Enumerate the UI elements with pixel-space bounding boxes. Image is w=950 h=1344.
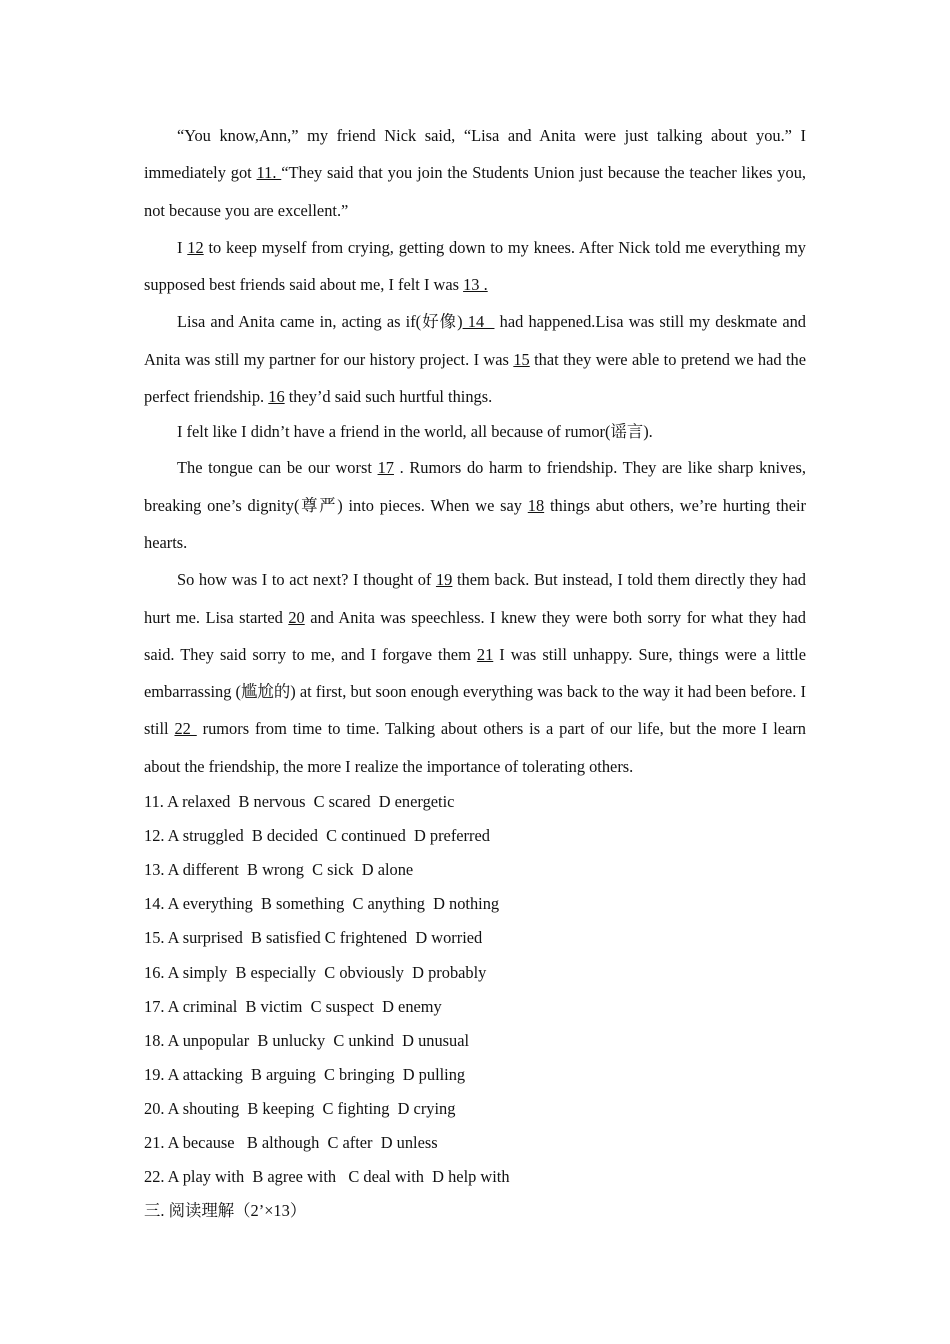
paragraph-text: had happened.Lisa was still my deskmate and Anita was still my partner for our history project. I was xyxy=(144,312,806,369)
paragraph-text: . Rumors do harm to friendship. They are like sharp knives, breaking one’s dignity(尊严) into pieces. When we say xyxy=(144,458,806,515)
passage-paragraph-5 xyxy=(144,449,806,561)
blank-20: 20 xyxy=(288,607,305,627)
paragraph-text: “You know,Ann,” my friend Nick said, “Lisa and Anita were just talking about you.” I immediately got xyxy=(144,126,806,183)
option-row-17: 17. A criminal B victim C suspect D enemy xyxy=(144,996,442,1016)
option-row-22: 22. A play with B agree with C deal with D help with xyxy=(144,1167,510,1187)
option-row-12: 12. A struggled B decided C continued D preferred xyxy=(144,826,490,846)
blank-16: 16 xyxy=(268,387,285,407)
paragraph-text: rumors from time to time. Talking about others is a part of our life, but the more I learn about the friendship, the more I realize the importance of tolerating others. xyxy=(144,719,806,776)
paragraph-text: The tongue can be our worst xyxy=(177,458,378,478)
option-row-14: 14. A everything B something C anything D nothing xyxy=(144,894,500,914)
passage-paragraph-3 xyxy=(144,303,806,415)
paragraph-text: Lisa and Anita came in, acting as if(好像) xyxy=(177,312,463,332)
blank-18: 18 xyxy=(527,495,545,515)
blank-11: 11. xyxy=(256,163,282,183)
paragraph-text: and Anita was speechless. I knew they were both sorry for what they had said. They said sorry to me, and I forgave them xyxy=(144,607,806,664)
option-row-16: 16. A simply B especially C obviously D probably xyxy=(144,962,487,982)
paragraph-text: “They said that you join the Students Union just because the teacher likes you, not because you are excellent.” xyxy=(144,163,806,220)
document-page xyxy=(144,117,806,1228)
blank-21: 21 xyxy=(476,644,494,664)
answer-options xyxy=(144,785,806,1194)
option-row-20: 20. A shouting B keeping C fighting D crying xyxy=(144,1098,456,1118)
paragraph-text: that they were able to pretend we had the perfect friendship. xyxy=(144,349,806,407)
passage-paragraph-1 xyxy=(144,117,806,229)
paragraph-text: to keep myself from crying, getting down to my knees. After Nick told me everything my supposed best friends said about me, I felt I was xyxy=(144,237,806,295)
paragraph-text: them back. But instead, I told them directly they had hurt me. Lisa started xyxy=(144,570,806,627)
option-row-21: 21. A because B although C after D unless xyxy=(144,1132,438,1152)
blank-15: 15 xyxy=(513,349,530,369)
paragraph-text: things abut others, we’re hurting their hearts. xyxy=(144,495,806,552)
blank-22: 22 xyxy=(174,719,197,739)
blank-19: 19 xyxy=(435,570,453,590)
paragraph-text: I xyxy=(177,237,188,257)
option-row-19: 19. A attacking B arguing C bringing D pulling xyxy=(144,1064,466,1084)
paragraph-text: they’d said such hurtful things. xyxy=(284,387,493,407)
passage-paragraph-6 xyxy=(144,561,806,785)
paragraph-text: So how was I to act next? I thought of xyxy=(177,570,436,590)
blank-12: 12 xyxy=(187,237,204,257)
option-row-11: 11. A relaxed B nervous C scared D energetic xyxy=(144,792,455,812)
blank-17: 17 xyxy=(377,458,394,478)
blank-13: 13 . xyxy=(463,275,488,295)
section-heading: 三. 阅读理解（2’×13） xyxy=(144,1201,307,1221)
option-row-15: 15. A surprised B satisfied C frightened D worried xyxy=(144,928,483,948)
option-row-18: 18. A unpopular B unlucky C unkind D unusual xyxy=(144,1030,470,1050)
paragraph-text: I was still unhappy. Sure, things were a little embarrassing (尴尬的) at first, but soon enough everything was back to the way it had been before. I still xyxy=(144,644,806,739)
blank-14: 14 xyxy=(462,312,495,332)
passage-paragraph-4: I felt like I didn’t have a friend in the world, all because of rumor(谣言). xyxy=(177,422,653,442)
passage-paragraph-2 xyxy=(144,229,806,304)
option-row-13: 13. A different B wrong C sick D alone xyxy=(144,860,414,880)
